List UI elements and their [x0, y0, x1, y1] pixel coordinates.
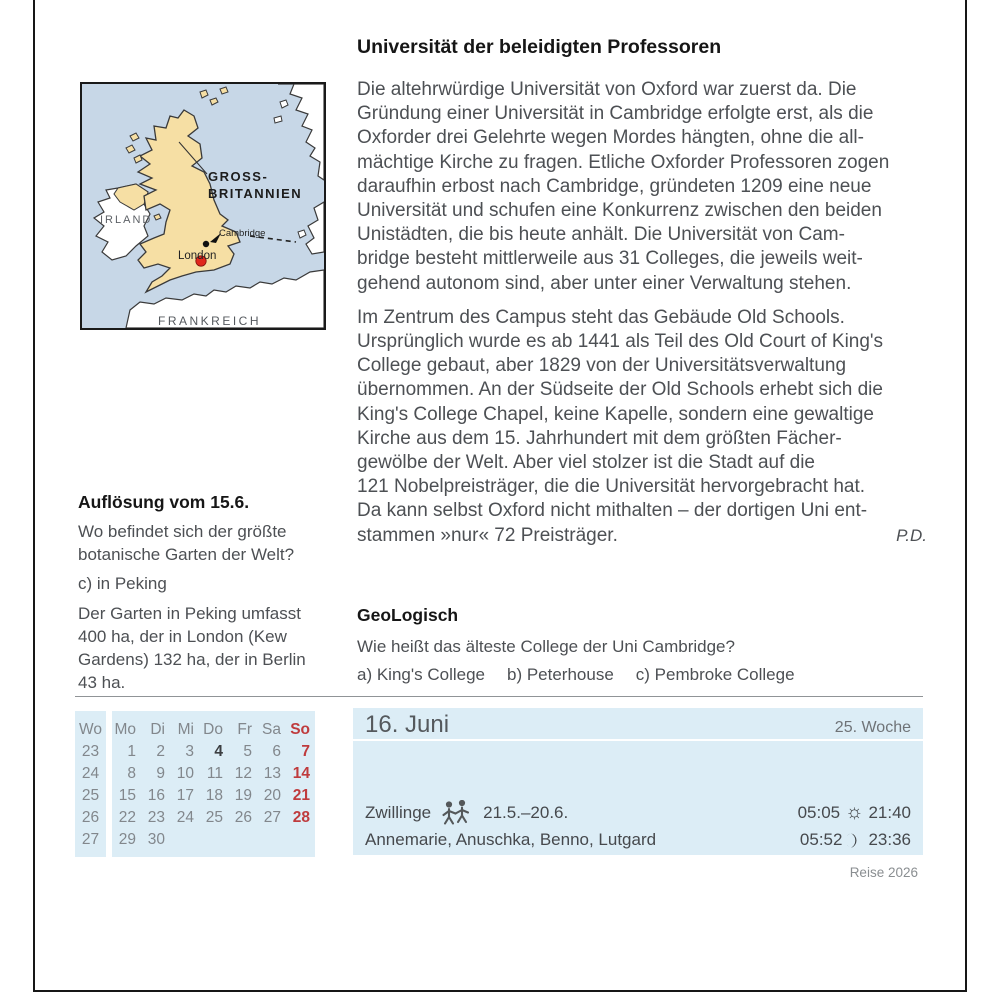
day-cell-sunday: 7: [301, 743, 310, 760]
day-cell: 24: [176, 809, 194, 826]
day-cell-sunday: 28: [292, 809, 310, 826]
cambridge-marker: [203, 241, 209, 247]
day-cell: [228, 829, 257, 851]
zodiac-name: Zwillinge: [365, 803, 432, 822]
week-number: 24: [81, 765, 100, 782]
day-cell: 13: [263, 765, 281, 782]
map-label-cambridge: Cambridge: [219, 228, 266, 239]
day-cell-sunday: 21: [292, 787, 310, 804]
article-line: gewölbe der Welt. Aber viel stolzer ist die Stadt auf die: [357, 452, 816, 474]
moonrise-time: 05:52: [799, 830, 843, 849]
day-cell: [199, 829, 228, 851]
article-line-text: stammen »nur« 72 Preisträger.: [357, 524, 618, 546]
day-cell-sunday: 14: [292, 765, 310, 782]
article-line: mächtige Kirche zu fragen. Etliche Oxforder Professoren zogen: [357, 151, 890, 173]
article-author-initials: P.D.: [896, 525, 927, 545]
solution-explanation-line: Gardens) 132 ha, der in Berlin: [78, 650, 306, 670]
article-line: Oxforder drei Gelehrte wegen Mordes hängten, ohne die all-: [357, 127, 864, 149]
mini-calendar-grid: [75, 719, 315, 851]
weekday-header: Sa: [262, 721, 281, 738]
day-cell: 1: [127, 743, 136, 760]
zodiac-row: [365, 800, 911, 826]
week-number: 26: [81, 809, 100, 826]
sunrise-time: 05:05: [797, 803, 841, 822]
weekday-header: Mi: [177, 721, 194, 738]
quiz-option-a: a) King's College: [357, 665, 485, 684]
article-line: College gebaut, aber 1829 von der Universitätsverwaltung: [357, 355, 847, 377]
map-label-ireland: IRLAND: [100, 214, 153, 226]
day-cell: 16: [147, 787, 165, 804]
sun-times: [798, 803, 911, 823]
article-last-line: [357, 524, 927, 548]
day-cell-holiday: 4: [214, 743, 223, 760]
map-label-country-line2: BRITANNIEN: [208, 186, 303, 201]
day-cell: [170, 829, 199, 851]
article-line: Die altehrwürdige Universität von Oxford war zuerst da. Die: [357, 79, 857, 100]
article-line: 121 Nobelpreisträger, die die Universität hervorgebracht hat.: [357, 476, 866, 498]
map-label-country-line1: GROSS-: [208, 169, 269, 184]
article-line: bridge besteht mittlerweile aus 31 Colleges, die jeweils weit-: [357, 248, 863, 270]
day-cell: [257, 829, 286, 851]
weekday-header: Di: [150, 721, 165, 738]
day-cell: 10: [176, 765, 194, 782]
weekday-header: Do: [203, 721, 223, 738]
article-line: Gründung einer Universität in Cambridge erfolgte erst, als die: [357, 103, 874, 125]
gemini-icon: [440, 800, 474, 826]
weekcol-header: Wo: [79, 721, 102, 738]
article-line: gehend autonom sind, aber unter einer Verwaltung stehen.: [357, 272, 852, 294]
name-day-list: Annemarie, Anuschka, Benno, Lutgard: [365, 830, 657, 849]
day-cell: 20: [263, 787, 281, 804]
article-line: King's College Chapel, keine Kapelle, sondern eine gewaltige: [357, 403, 874, 425]
quiz-heading: GeoLogisch: [357, 605, 459, 625]
moon-icon: [847, 832, 863, 849]
day-panel: [353, 708, 923, 855]
quiz-option-b: b) Peterhouse: [506, 665, 614, 684]
weekday-header-sunday: So: [290, 721, 310, 738]
solution-question: [78, 520, 340, 566]
map-label-france: FRANKREICH: [158, 314, 262, 328]
solution-explanation-line: 400 ha, der in London (Kew: [78, 626, 287, 646]
day-cell: 26: [234, 809, 252, 826]
day-cell: 8: [127, 765, 136, 782]
day-panel-header: [353, 708, 923, 741]
article-line: Kirche aus dem 15. Jahrhundert mit dem größten Fächer-: [357, 427, 842, 449]
week-number: 27: [81, 831, 100, 848]
map-label-london: London: [178, 250, 217, 262]
week-number: 25: [81, 787, 100, 804]
name-day-row: [365, 830, 911, 850]
day-cell: 27: [263, 809, 281, 826]
solution-section: [78, 492, 340, 700]
day-cell: 18: [205, 787, 223, 804]
day-cell: 30: [147, 831, 165, 848]
article-title: Universität der beleidigten Professoren: [357, 36, 722, 58]
solution-answer: c) in Peking: [78, 574, 167, 594]
solution-explanation: [78, 602, 340, 695]
day-cell: 5: [243, 743, 252, 760]
moon-times: [800, 830, 911, 850]
moonset-time: 23:36: [868, 830, 911, 849]
uk-map-svg: [82, 84, 324, 328]
article-line: Da kann selbst Oxford nicht mithalten – der dortigen Uni ent-: [357, 500, 868, 522]
week-number: 23: [81, 743, 100, 760]
weekday-header: Mo: [114, 721, 136, 738]
day-cell: 19: [234, 787, 252, 804]
zodiac-date-range: 21.5.–20.6.: [483, 803, 569, 822]
day-cell: 29: [118, 831, 136, 848]
solution-heading: Auflösung vom 15.6.: [78, 492, 250, 512]
solution-explanation-line: Der Garten in Peking umfasst: [78, 603, 301, 623]
article-paragraph-2: [357, 306, 927, 548]
horizontal-divider: [75, 696, 923, 697]
article-line: Unistädten, die bis heute anhält. Die Universität von Cam-: [357, 224, 845, 246]
article-paragraph-1: [357, 78, 927, 296]
day-cell: 2: [156, 743, 165, 760]
day-cell: 15: [118, 787, 136, 804]
article: [357, 36, 927, 558]
day-cell: 17: [176, 787, 194, 804]
day-cell: 11: [206, 765, 223, 782]
article-line: Ursprünglich wurde es ab 1441 als Teil des Old Court of King's: [357, 331, 884, 353]
solution-question-line: botanische Garten der Welt?: [78, 545, 295, 565]
article-line: Universität und schufen eine Konkurrenz zwischen den beiden: [357, 200, 882, 222]
day-cell: 3: [185, 743, 194, 760]
month-mini-calendar: [75, 711, 315, 857]
quiz-option-c: c) Pembroke College: [635, 665, 795, 684]
day-cell: 6: [272, 743, 281, 760]
article-line: daraufhin erbost nach Cambridge, gründeten 1209 eine neue: [357, 175, 872, 197]
day-cell-sunday: [286, 829, 315, 851]
sunset-time: 21:40: [868, 803, 911, 822]
date-label: 16. Juni: [365, 711, 450, 738]
day-cell: 25: [205, 809, 223, 826]
article-line: Im Zentrum des Campus steht das Gebäude Old Schools.: [357, 306, 845, 328]
day-cell: 23: [147, 809, 165, 826]
week-label: 25. Woche: [834, 719, 911, 736]
edition-label: Reise 2026: [849, 865, 918, 880]
day-cell: 9: [156, 765, 165, 782]
article-line: übernommen. An der Südseite der Old Schools erhebt sich die: [357, 379, 883, 401]
weekday-header: Fr: [237, 721, 252, 738]
solution-explanation-line: 43 ha.: [78, 673, 126, 693]
solution-question-line: Wo befindet sich der größte: [78, 522, 287, 541]
day-cell: 12: [234, 765, 252, 782]
day-cell: 22: [118, 809, 136, 826]
sun-icon: ☼: [845, 801, 864, 823]
quiz-question: Wie heißt das älteste College der Uni Cambridge?: [357, 637, 735, 656]
uk-map: [80, 82, 326, 330]
quiz-options: [357, 665, 927, 685]
quiz-section: [357, 605, 927, 685]
